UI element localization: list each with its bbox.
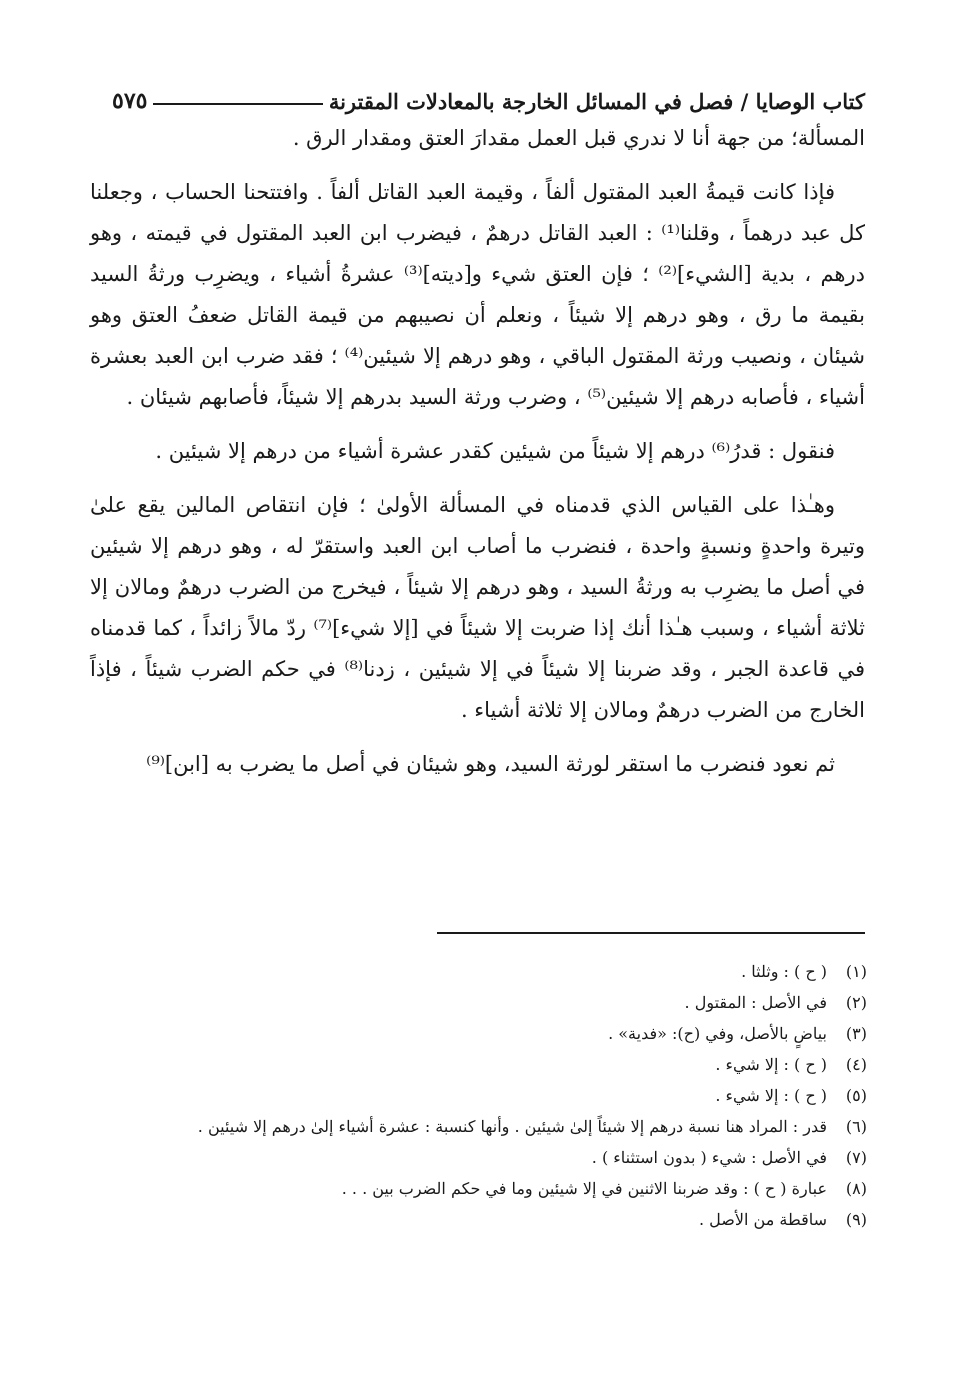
paragraph: المسألة؛ من جهة أنا لا ندري قبل العمل مقدارَ العتق ومقدار الرق . [292,126,865,150]
footnote-text: في الأصل : المقتول . [684,993,827,1012]
footnote-number: (٥) [845,1086,867,1105]
header-title: كتاب الوصايا / فصل في المسائل الخارجة بالمعادلات المقترنة [328,89,865,114]
paragraph: وهـٰذا على القياس الذي قدمناه في المسألة الأولىٰ ؛ فإن انتقاص المالين يقع علىٰ وتيرة واحدةٍ ونسبةٍ واحدة ، فنضرب ما أصاب ابن العبد واستقرّ له ، وهو درهم إلا شيئين في أصل ما يضرِب به ورثةُ السيد ، وهو درهم إلا شيئاً ، فيخرج من الضرب درهمٌ ومالان إلا ثلاثة أشياء ، وسبب هـٰذا أنك إذا ضربت إلا شيئاً في [إلا شيء]⁽⁷⁾ ردّ مالاً زائداً ، كما قدمناه في قاعدة الجبر ، وقد ضربنا إلا شيئاً في إلا شيئين ، زدنا⁽⁸⁾ في حكم الضرب شيئاً ، فإذاً الخارج من الضرب درهمٌ ومالان إلا ثلاثة أشياء . [90,493,865,722]
paragraph: ثم نعود فنضرب ما استقر لورثة السيد، وهو شيئان في أصل ما يضرب به [ابن]⁽⁹⁾ [146,752,835,776]
footnote-text: عبارة ( ح ) : وقد ضربنا الاثنين في إلا شيئين وما في حكم الضرب بين . . . [341,1179,827,1198]
footnote [90,987,867,1018]
footnote [90,1173,867,1204]
footnote-number: (٨) [845,1179,867,1198]
footnote-number: (٣) [845,1024,867,1043]
footnote-text: قدر : المراد هنا نسبة درهم إلا شيئاً إلىٰ شيئين . وأنها كنسبة : عشرة أشياء إلىٰ درهم إلا شيئين . [197,1117,827,1136]
page-number: ٥٧٥ [112,88,148,114]
main-text [90,118,865,785]
footnote-text: بياضٍ بالأصل، وفي (ح): «فدية» . [608,1024,827,1043]
footnote-number: (٧) [845,1148,867,1167]
footnote-text: ساقطة من الأصل . [699,1210,827,1229]
footnote [90,1111,867,1142]
paragraph: فنقول : قدرُ⁽⁶⁾ درهم إلا شيئاً من شيئين كقدر عشرة أشياء من درهم إلا شيئين . [155,439,835,463]
footnote-text: ( ح ) : إلا شيء . [715,1055,827,1074]
footnote-number: (١) [845,962,867,981]
paragraph: فإذا كانت قيمةُ العبد المقتول ألفاً ، وقيمة العبد القاتل ألفاً . وافتتحنا الحساب ، وجعلنا كل عبد درهماً ، وقلنا⁽¹⁾ : العبد القاتل درهمٌ ، فيضرب ابن العبد المقتول في قيمته ، وهو درهم ، بدية [الشيء]⁽²⁾ ؛ فإن العتق شيء و[ديته]⁽³⁾ عشرةُ أشياء ، ويضرِب ورثةُ السيد بقيمة ما رق ، وهو درهم إلا شيئاً ، ونعلم أن نصيبهم من قيمة القاتل ضعفُ العتق وهو شيئان ، ونصيب ورثة المقتول الباقي ، وهو درهم إلا شيئين⁽⁴⁾ ؛ فقد ضرب ابن العبد بعشرة أشياء ، فأصابه درهم إلا شيئين⁽⁵⁾ ، وضرب ورثة السيد بدرهم إلا شيئاً، فأصابهم شيئان . [90,180,866,409]
footnote [90,1142,867,1173]
running-header [112,80,865,114]
footnote [90,956,867,987]
footnote-text: ( ح ) : إلا شيء . [715,1086,827,1105]
footnote [90,1049,867,1080]
footnote-number: (٩) [845,1210,867,1229]
footnote-text: ( ح ) : وثلثا . [741,962,827,981]
footnote-number: (٦) [845,1117,867,1136]
footnote-text: في الأصل : شيء ( بدون استثناء ) . [591,1148,827,1167]
header-rule [153,103,322,105]
footnote [90,1018,867,1049]
footnote [90,1080,867,1111]
footnote-number: (٢) [845,993,867,1012]
footnote-separator [437,932,865,934]
footnote-number: (٤) [845,1055,867,1074]
footnote [90,1204,867,1235]
footnotes [90,956,867,1235]
